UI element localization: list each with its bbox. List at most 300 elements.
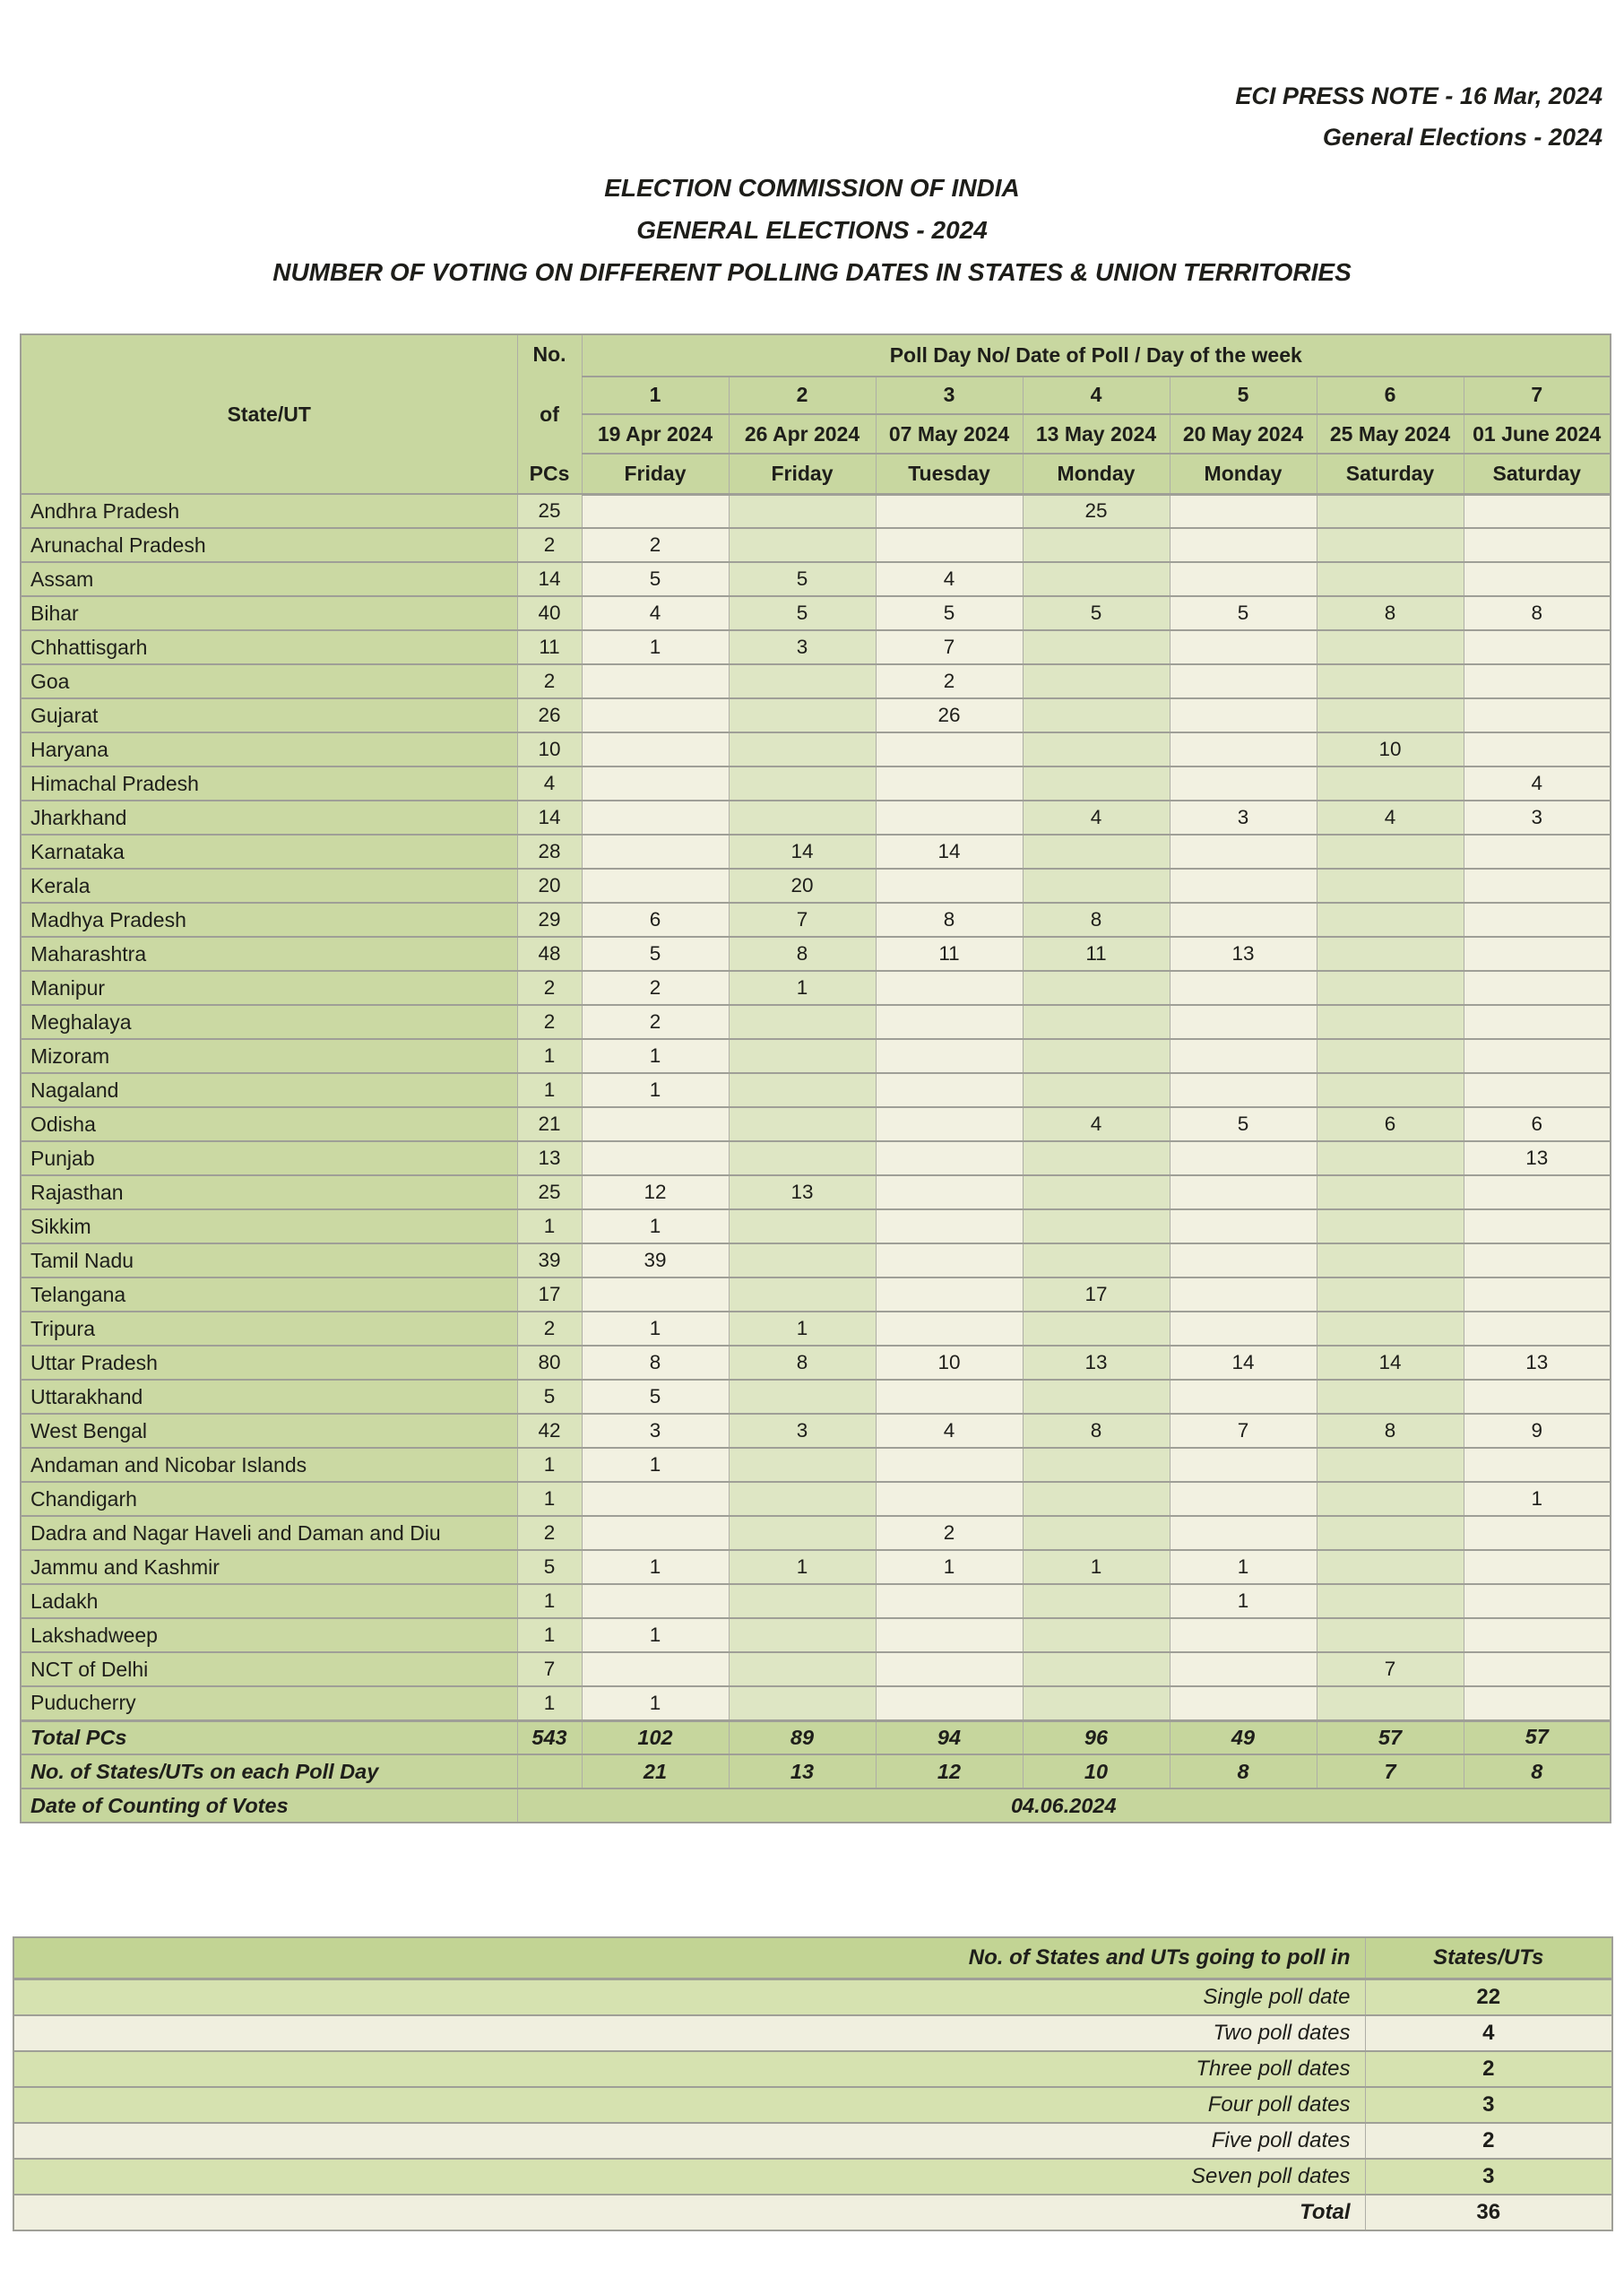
table-row bbox=[21, 732, 1611, 766]
poll-day-value-cell bbox=[582, 801, 729, 835]
pcs-count-cell: 1 bbox=[517, 1584, 582, 1618]
poll-day-value-cell: 1 bbox=[582, 1039, 729, 1073]
poll-day-value-cell bbox=[582, 1482, 729, 1516]
poll-day-value-cell: 3 bbox=[1464, 801, 1611, 835]
poll-day-value-cell: 1 bbox=[582, 1448, 729, 1482]
total-day-5: 49 bbox=[1170, 1720, 1317, 1754]
pcs-count-cell: 1 bbox=[517, 1482, 582, 1516]
poll-day-value-cell bbox=[1464, 1209, 1611, 1243]
poll-day-value-cell: 25 bbox=[1023, 494, 1170, 528]
summary-value-cell: 4 bbox=[1365, 2015, 1612, 2051]
states-day-1: 21 bbox=[582, 1754, 729, 1788]
poll-day-value-cell bbox=[1023, 1516, 1170, 1550]
poll-day-value-cell: 8 bbox=[1317, 1414, 1464, 1448]
state-name-cell: Nagaland bbox=[21, 1073, 517, 1107]
state-name-cell: Tripura bbox=[21, 1312, 517, 1346]
poll-date-header: 01 June 2024 bbox=[1464, 414, 1611, 455]
total-day-3: 94 bbox=[876, 1720, 1023, 1754]
table-row bbox=[21, 835, 1611, 869]
poll-day-value-cell bbox=[1170, 664, 1317, 698]
doc-title-line-2: GENERAL ELECTIONS - 2024 bbox=[636, 216, 988, 244]
poll-day-value-cell: 1 bbox=[729, 971, 876, 1005]
poll-day-value-cell: 1 bbox=[582, 1073, 729, 1107]
poll-day-value-cell bbox=[1170, 1073, 1317, 1107]
poll-day-no-header: 2 bbox=[729, 377, 876, 414]
poll-day-value-cell bbox=[582, 664, 729, 698]
poll-day-value-cell: 2 bbox=[582, 528, 729, 562]
poll-day-value-cell bbox=[1464, 528, 1611, 562]
poll-day-value-cell bbox=[582, 1107, 729, 1141]
poll-day-value-cell: 3 bbox=[729, 1414, 876, 1448]
state-name-cell: Arunachal Pradesh bbox=[21, 528, 517, 562]
press-note-line-2: General Elections - 2024 bbox=[1322, 124, 1602, 151]
poll-day-value-cell: 8 bbox=[729, 1346, 876, 1380]
total-day-2: 89 bbox=[729, 1720, 876, 1754]
poll-day-value-cell bbox=[1464, 1005, 1611, 1039]
table-row bbox=[21, 1312, 1611, 1346]
state-name-cell: Kerala bbox=[21, 869, 517, 903]
poll-day-value-cell bbox=[1170, 1141, 1317, 1175]
poll-day-value-cell: 3 bbox=[1170, 801, 1317, 835]
poll-day-value-cell bbox=[876, 1141, 1023, 1175]
poll-day-value-cell: 14 bbox=[876, 835, 1023, 869]
poll-date-header: 19 Apr 2024 bbox=[582, 414, 729, 455]
pcs-count-cell: 13 bbox=[517, 1141, 582, 1175]
poll-weekday-header: Friday bbox=[582, 454, 729, 494]
poll-day-value-cell bbox=[1464, 971, 1611, 1005]
pcs-count-cell: 2 bbox=[517, 1312, 582, 1346]
pcs-count-cell: 2 bbox=[517, 971, 582, 1005]
pcs-count-cell: 40 bbox=[517, 596, 582, 630]
poll-day-no-header: 6 bbox=[1317, 377, 1464, 414]
summary-header-label: No. of States and UTs going to poll in bbox=[13, 1937, 1365, 1979]
poll-day-value-cell bbox=[1023, 869, 1170, 903]
states-day-3: 12 bbox=[876, 1754, 1023, 1788]
pcs-count-cell: 2 bbox=[517, 664, 582, 698]
poll-day-value-cell bbox=[1023, 766, 1170, 801]
poll-day-value-cell: 5 bbox=[876, 596, 1023, 630]
poll-day-value-cell bbox=[1317, 1175, 1464, 1209]
poll-day-value-cell: 3 bbox=[729, 630, 876, 664]
poll-weekday-header: Friday bbox=[729, 454, 876, 494]
poll-day-no-header: 7 bbox=[1464, 377, 1611, 414]
poll-day-value-cell: 1 bbox=[876, 1550, 1023, 1584]
poll-day-value-cell bbox=[876, 1277, 1023, 1312]
poll-day-value-cell: 11 bbox=[876, 937, 1023, 971]
poll-day-value-cell bbox=[1317, 562, 1464, 596]
poll-day-value-cell bbox=[1464, 1584, 1611, 1618]
poll-day-value-cell bbox=[876, 1107, 1023, 1141]
poll-day-value-cell: 17 bbox=[1023, 1277, 1170, 1312]
table-row bbox=[21, 1618, 1611, 1652]
poll-day-no-header: 5 bbox=[1170, 377, 1317, 414]
state-ut-column-header: State/UT bbox=[21, 334, 517, 494]
table-row bbox=[21, 664, 1611, 698]
poll-day-value-cell bbox=[1317, 766, 1464, 801]
poll-day-value-cell: 2 bbox=[876, 1516, 1023, 1550]
poll-day-value-cell: 10 bbox=[1317, 732, 1464, 766]
states-day-4: 10 bbox=[1023, 1754, 1170, 1788]
poll-day-value-cell bbox=[1317, 1243, 1464, 1277]
poll-day-value-cell bbox=[729, 528, 876, 562]
poll-day-value-cell bbox=[1170, 1039, 1317, 1073]
poll-day-value-cell bbox=[876, 869, 1023, 903]
poll-day-value-cell: 9 bbox=[1464, 1414, 1611, 1448]
poll-day-value-cell: 7 bbox=[876, 630, 1023, 664]
table-row bbox=[21, 801, 1611, 835]
poll-day-value-cell bbox=[582, 1277, 729, 1312]
poll-day-value-cell bbox=[1023, 1448, 1170, 1482]
poll-day-value-cell: 13 bbox=[1023, 1346, 1170, 1380]
poll-day-value-cell bbox=[1170, 1652, 1317, 1686]
poll-weekday-header: Saturday bbox=[1317, 454, 1464, 494]
table-row bbox=[21, 1243, 1611, 1277]
state-name-cell: Gujarat bbox=[21, 698, 517, 732]
poll-day-value-cell: 6 bbox=[1317, 1107, 1464, 1141]
polling-dates-table bbox=[20, 333, 1611, 1823]
poll-day-value-cell bbox=[582, 1584, 729, 1618]
pcs-count-cell: 28 bbox=[517, 835, 582, 869]
pcs-count-cell: 1 bbox=[517, 1209, 582, 1243]
poll-day-value-cell bbox=[729, 494, 876, 528]
poll-day-value-cell bbox=[1464, 835, 1611, 869]
state-name-cell: Chhattisgarh bbox=[21, 630, 517, 664]
poll-day-value-cell bbox=[729, 766, 876, 801]
poll-day-value-cell: 7 bbox=[1317, 1652, 1464, 1686]
poll-day-value-cell bbox=[1170, 1618, 1317, 1652]
poll-day-value-cell bbox=[729, 1277, 876, 1312]
poll-day-value-cell: 6 bbox=[582, 903, 729, 937]
poll-day-value-cell: 13 bbox=[1464, 1346, 1611, 1380]
state-name-cell: Puducherry bbox=[21, 1686, 517, 1720]
poll-day-value-cell: 39 bbox=[582, 1243, 729, 1277]
table-row bbox=[21, 1516, 1611, 1550]
poll-day-value-cell bbox=[1023, 1686, 1170, 1720]
poll-day-value-cell: 2 bbox=[582, 1005, 729, 1039]
poll-day-value-cell bbox=[1464, 1618, 1611, 1652]
poll-day-value-cell bbox=[1317, 698, 1464, 732]
states-day-2: 13 bbox=[729, 1754, 876, 1788]
poll-day-value-cell: 1 bbox=[729, 1312, 876, 1346]
poll-day-value-cell bbox=[1464, 1175, 1611, 1209]
state-name-cell: West Bengal bbox=[21, 1414, 517, 1448]
pcs-count-cell: 1 bbox=[517, 1618, 582, 1652]
poll-day-value-cell: 14 bbox=[1170, 1346, 1317, 1380]
poll-day-value-cell bbox=[876, 1448, 1023, 1482]
counting-date-row bbox=[21, 1788, 1611, 1823]
poll-day-value-cell bbox=[729, 801, 876, 835]
poll-date-header: 13 May 2024 bbox=[1023, 414, 1170, 455]
summary-label-cell: Two poll dates bbox=[13, 2015, 1365, 2051]
poll-day-value-cell: 4 bbox=[1023, 801, 1170, 835]
poll-day-value-cell bbox=[729, 1584, 876, 1618]
poll-day-value-cell: 14 bbox=[1317, 1346, 1464, 1380]
poll-day-value-cell: 1 bbox=[582, 630, 729, 664]
poll-day-value-cell bbox=[582, 1141, 729, 1175]
poll-day-value-cell: 1 bbox=[1170, 1584, 1317, 1618]
poll-day-value-cell bbox=[1464, 664, 1611, 698]
poll-day-value-cell bbox=[1317, 1073, 1464, 1107]
summary-value-cell: 22 bbox=[1365, 1979, 1612, 2015]
poll-day-value-cell: 8 bbox=[582, 1346, 729, 1380]
poll-day-value-cell: 13 bbox=[1170, 937, 1317, 971]
poll-day-value-cell bbox=[876, 801, 1023, 835]
pcs-count-cell: 7 bbox=[517, 1652, 582, 1686]
poll-day-value-cell: 5 bbox=[582, 1380, 729, 1414]
poll-day-no-header: 4 bbox=[1023, 377, 1170, 414]
pcs-count-cell: 17 bbox=[517, 1277, 582, 1312]
pcs-count-cell: 39 bbox=[517, 1243, 582, 1277]
poll-day-value-cell bbox=[1023, 1175, 1170, 1209]
state-name-cell: Jammu and Kashmir bbox=[21, 1550, 517, 1584]
poll-day-value-cell bbox=[1023, 971, 1170, 1005]
poll-weekday-header: Monday bbox=[1170, 454, 1317, 494]
poll-day-value-cell bbox=[1170, 1312, 1317, 1346]
state-name-cell: Rajasthan bbox=[21, 1175, 517, 1209]
poll-day-value-cell bbox=[1317, 1312, 1464, 1346]
pcs-count-cell: 20 bbox=[517, 869, 582, 903]
poll-day-value-cell bbox=[1464, 1312, 1611, 1346]
pcs-header-word-1: No. bbox=[532, 342, 566, 366]
poll-day-value-cell bbox=[1317, 528, 1464, 562]
poll-day-value-cell bbox=[1023, 528, 1170, 562]
press-note-line-1: ECI PRESS NOTE - 16 Mar, 2024 bbox=[1235, 82, 1602, 109]
poll-day-value-cell bbox=[729, 732, 876, 766]
state-name-cell: Andaman and Nicobar Islands bbox=[21, 1448, 517, 1482]
poll-day-value-cell bbox=[1023, 664, 1170, 698]
poll-day-value-cell bbox=[1464, 494, 1611, 528]
state-name-cell: Sikkim bbox=[21, 1209, 517, 1243]
summary-label-cell: Four poll dates bbox=[13, 2087, 1365, 2123]
table-row bbox=[21, 1039, 1611, 1073]
poll-day-value-cell bbox=[1023, 1005, 1170, 1039]
poll-day-value-cell: 6 bbox=[1464, 1107, 1611, 1141]
pcs-count-cell: 25 bbox=[517, 494, 582, 528]
poll-day-value-cell: 1 bbox=[582, 1686, 729, 1720]
poll-day-value-cell bbox=[582, 1516, 729, 1550]
table-row bbox=[21, 1277, 1611, 1312]
summary-value-cell: 3 bbox=[1365, 2087, 1612, 2123]
summary-value-cell: 2 bbox=[1365, 2051, 1612, 2087]
state-name-cell: Himachal Pradesh bbox=[21, 766, 517, 801]
pcs-count-cell: 4 bbox=[517, 766, 582, 801]
poll-day-value-cell: 11 bbox=[1023, 937, 1170, 971]
poll-day-value-cell bbox=[1023, 1380, 1170, 1414]
pcs-count-cell: 80 bbox=[517, 1346, 582, 1380]
poll-day-value-cell bbox=[876, 1652, 1023, 1686]
summary-row bbox=[13, 2051, 1612, 2087]
pcs-count-cell: 26 bbox=[517, 698, 582, 732]
poll-day-value-cell bbox=[876, 494, 1023, 528]
state-name-cell: Bihar bbox=[21, 596, 517, 630]
summary-value-cell: 2 bbox=[1365, 2123, 1612, 2159]
table-row bbox=[21, 1482, 1611, 1516]
poll-day-value-cell bbox=[1170, 903, 1317, 937]
poll-day-value-cell: 5 bbox=[582, 937, 729, 971]
poll-day-value-cell bbox=[1170, 1005, 1317, 1039]
state-name-cell: Madhya Pradesh bbox=[21, 903, 517, 937]
poll-day-value-cell: 1 bbox=[582, 1618, 729, 1652]
poll-day-value-cell bbox=[1464, 1448, 1611, 1482]
poll-day-value-cell bbox=[1317, 1550, 1464, 1584]
poll-day-value-cell bbox=[876, 732, 1023, 766]
poll-day-value-cell bbox=[1170, 562, 1317, 596]
state-name-cell: Andhra Pradesh bbox=[21, 494, 517, 528]
poll-day-value-cell bbox=[1170, 1243, 1317, 1277]
state-name-cell: Karnataka bbox=[21, 835, 517, 869]
poll-day-value-cell bbox=[1317, 835, 1464, 869]
states-per-day-blank bbox=[517, 1754, 582, 1788]
poll-day-value-cell bbox=[876, 1312, 1023, 1346]
table-row bbox=[21, 1005, 1611, 1039]
poll-day-value-cell bbox=[1464, 1039, 1611, 1073]
poll-day-value-cell bbox=[729, 1141, 876, 1175]
poll-day-value-cell bbox=[876, 1039, 1023, 1073]
poll-day-value-cell bbox=[1170, 630, 1317, 664]
pcs-count-cell: 1 bbox=[517, 1448, 582, 1482]
poll-day-value-cell: 7 bbox=[1170, 1414, 1317, 1448]
poll-day-value-cell: 5 bbox=[1170, 1107, 1317, 1141]
poll-day-value-cell bbox=[729, 1073, 876, 1107]
poll-day-value-cell bbox=[1023, 1312, 1170, 1346]
poll-day-value-cell: 1 bbox=[1464, 1482, 1611, 1516]
poll-day-value-cell: 20 bbox=[729, 869, 876, 903]
summary-row bbox=[13, 2015, 1612, 2051]
poll-day-value-cell bbox=[1464, 1652, 1611, 1686]
poll-day-value-cell bbox=[1023, 698, 1170, 732]
poll-day-value-cell: 5 bbox=[1170, 596, 1317, 630]
poll-day-value-cell: 8 bbox=[729, 937, 876, 971]
poll-day-value-cell bbox=[1170, 494, 1317, 528]
poll-day-value-cell bbox=[876, 1073, 1023, 1107]
total-day-6: 57 bbox=[1317, 1720, 1464, 1754]
poll-day-value-cell: 5 bbox=[1023, 596, 1170, 630]
poll-day-value-cell bbox=[1170, 1686, 1317, 1720]
poll-day-value-cell bbox=[876, 1209, 1023, 1243]
poll-day-group-header: Poll Day No/ Date of Poll / Day of the week bbox=[582, 334, 1611, 377]
poll-day-value-cell: 7 bbox=[729, 903, 876, 937]
table-row bbox=[21, 869, 1611, 903]
poll-day-value-cell bbox=[1023, 1039, 1170, 1073]
poll-day-value-cell: 4 bbox=[1464, 766, 1611, 801]
poll-day-value-cell bbox=[1170, 1448, 1317, 1482]
poll-day-value-cell: 4 bbox=[582, 596, 729, 630]
table-row bbox=[21, 630, 1611, 664]
poll-day-value-cell bbox=[1317, 630, 1464, 664]
poll-day-value-cell bbox=[1023, 630, 1170, 664]
poll-day-value-cell bbox=[1317, 1277, 1464, 1312]
poll-day-value-cell bbox=[729, 1243, 876, 1277]
table-row bbox=[21, 1107, 1611, 1141]
poll-weekday-header: Saturday bbox=[1464, 454, 1611, 494]
table-row bbox=[21, 937, 1611, 971]
poll-day-value-cell bbox=[1317, 869, 1464, 903]
table-row bbox=[21, 1073, 1611, 1107]
table-row bbox=[21, 903, 1611, 937]
poll-day-value-cell bbox=[1023, 835, 1170, 869]
press-note-header bbox=[1235, 75, 1602, 158]
poll-day-value-cell bbox=[1464, 869, 1611, 903]
poll-day-value-cell bbox=[729, 1380, 876, 1414]
states-per-day-row bbox=[21, 1754, 1611, 1788]
poll-day-value-cell bbox=[729, 1209, 876, 1243]
poll-day-value-cell bbox=[582, 698, 729, 732]
poll-day-value-cell bbox=[876, 528, 1023, 562]
state-name-cell: Mizoram bbox=[21, 1039, 517, 1073]
poll-day-no-header: 1 bbox=[582, 377, 729, 414]
table-row bbox=[21, 1346, 1611, 1380]
table-row bbox=[21, 1686, 1611, 1720]
state-name-cell: Goa bbox=[21, 664, 517, 698]
poll-day-value-cell bbox=[1317, 937, 1464, 971]
poll-day-value-cell bbox=[582, 1652, 729, 1686]
state-name-cell: Telangana bbox=[21, 1277, 517, 1312]
pcs-header-word-3: PCs bbox=[529, 462, 570, 485]
poll-day-value-cell bbox=[729, 1039, 876, 1073]
poll-day-value-cell bbox=[729, 1652, 876, 1686]
state-name-cell: Uttarakhand bbox=[21, 1380, 517, 1414]
poll-day-value-cell: 1 bbox=[582, 1312, 729, 1346]
poll-day-value-cell bbox=[1170, 1175, 1317, 1209]
poll-day-value-cell bbox=[582, 732, 729, 766]
poll-day-value-cell bbox=[1023, 1618, 1170, 1652]
pcs-count-cell: 42 bbox=[517, 1414, 582, 1448]
poll-day-value-cell bbox=[1023, 1073, 1170, 1107]
pcs-count-cell: 2 bbox=[517, 1005, 582, 1039]
poll-day-value-cell: 4 bbox=[1317, 801, 1464, 835]
poll-day-value-cell: 14 bbox=[729, 835, 876, 869]
table-row bbox=[21, 596, 1611, 630]
poll-day-value-cell: 1 bbox=[1023, 1550, 1170, 1584]
poll-day-value-cell bbox=[1317, 1584, 1464, 1618]
poll-date-header: 07 May 2024 bbox=[876, 414, 1023, 455]
table-row bbox=[21, 1584, 1611, 1618]
state-name-cell: Maharashtra bbox=[21, 937, 517, 971]
document-titles bbox=[0, 167, 1624, 293]
state-name-cell: Uttar Pradesh bbox=[21, 1346, 517, 1380]
states-per-day-label: No. of States/UTs on each Poll Day bbox=[21, 1754, 517, 1788]
pcs-count-cell: 1 bbox=[517, 1073, 582, 1107]
poll-day-value-cell bbox=[1317, 1141, 1464, 1175]
total-day-7: 57 bbox=[1464, 1720, 1611, 1754]
poll-day-value-cell bbox=[582, 869, 729, 903]
poll-day-value-cell: 8 bbox=[1023, 1414, 1170, 1448]
total-pcs-row bbox=[21, 1720, 1611, 1754]
poll-date-header: 26 Apr 2024 bbox=[729, 414, 876, 455]
poll-day-value-cell bbox=[729, 698, 876, 732]
pcs-header-word-2: of bbox=[540, 402, 559, 426]
state-name-cell: Dadra and Nagar Haveli and Daman and Diu bbox=[21, 1516, 517, 1550]
poll-day-value-cell: 12 bbox=[582, 1175, 729, 1209]
poll-day-value-cell bbox=[1170, 869, 1317, 903]
poll-day-value-cell bbox=[876, 971, 1023, 1005]
poll-day-value-cell bbox=[1170, 1516, 1317, 1550]
pcs-count-cell: 25 bbox=[517, 1175, 582, 1209]
pcs-count-cell: 10 bbox=[517, 732, 582, 766]
poll-day-value-cell bbox=[1023, 1652, 1170, 1686]
poll-day-value-cell: 3 bbox=[582, 1414, 729, 1448]
pcs-count-cell: 5 bbox=[517, 1380, 582, 1414]
poll-day-value-cell bbox=[1317, 1482, 1464, 1516]
pcs-count-cell: 14 bbox=[517, 801, 582, 835]
poll-day-value-cell bbox=[876, 1243, 1023, 1277]
poll-day-value-cell: 8 bbox=[1464, 596, 1611, 630]
table-row bbox=[21, 766, 1611, 801]
pcs-count-cell: 5 bbox=[517, 1550, 582, 1584]
poll-day-value-cell bbox=[876, 1482, 1023, 1516]
poll-day-value-cell bbox=[876, 1618, 1023, 1652]
poll-weekday-header: Monday bbox=[1023, 454, 1170, 494]
